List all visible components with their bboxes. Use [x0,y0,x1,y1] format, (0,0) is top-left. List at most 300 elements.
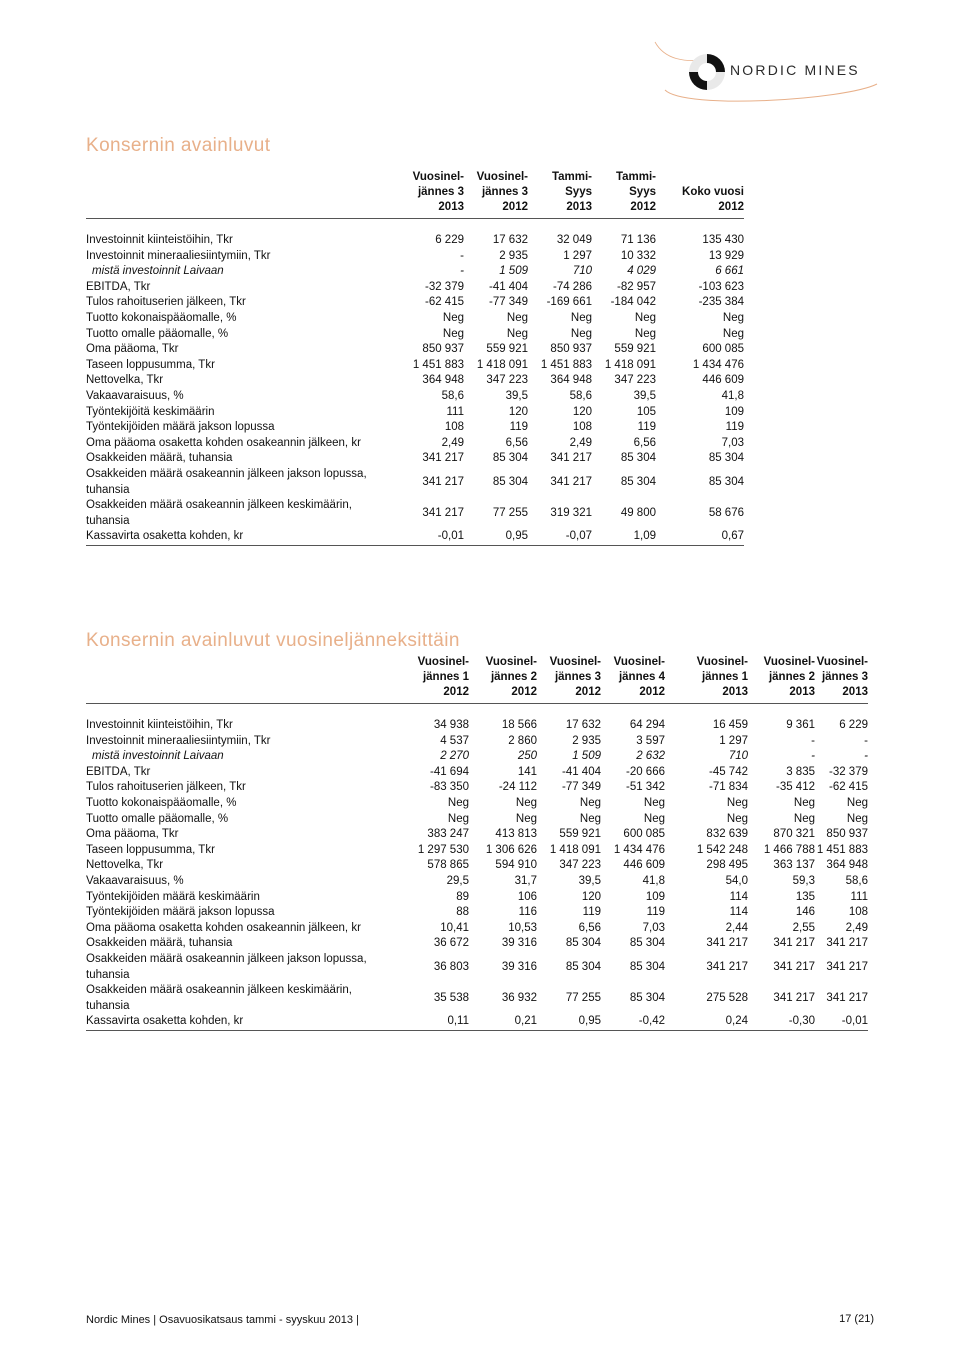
table-cell: 1 542 248 [696,843,748,856]
table-cell: Neg [726,796,748,809]
table-cell: Neg [846,812,868,825]
column-header-line: Tammi- [551,171,592,183]
table-cell: 1 466 788 [763,843,815,856]
column-header-line: jännes 3 [417,186,464,198]
table-cell: -41 694 [429,765,469,778]
row-label-text: Kassavirta osaketta kohden, kr [86,1015,244,1028]
column-header [401,655,469,704]
row-label-text: EBITDA, Tkr [86,765,151,778]
row-label-text: Oma pääoma osaketta kohden osakeannin jälkeen, kr [86,921,361,934]
table-cell: 135 430 [702,234,744,246]
row-label-text: Tulos rahoituserien jälkeen, Tkr [86,296,246,309]
column-header-line: jännes 2 [490,671,537,683]
row-label-text-continued: tuhansia [86,483,130,496]
table-cell: 85 304 [629,937,665,950]
table-cell: Neg [722,311,744,324]
table-cell: 1 434 476 [692,358,744,371]
table-row [86,311,744,327]
column-header [592,170,656,219]
row-label-text: Työntekijöiden määrä jakson lopussa [86,421,275,434]
table-cell: -184 042 [610,296,656,309]
table-cell: 85 304 [565,937,601,950]
section-title-quarterly-key-figures: Konsernin avainluvut vuosineljänneksittäin [86,630,460,651]
table-cell: 347 223 [559,859,601,872]
table-cell: 41,8 [642,874,665,887]
row-label [86,373,401,389]
table-cell: -0,30 [748,1014,815,1030]
row-label [86,843,401,859]
table-cell: -169 661 [546,296,592,309]
table-cell: 85 304 [629,991,665,1004]
column-header-line: Koko vuosi [682,186,744,198]
table-cell: 59,3 [792,874,815,887]
table-cell: -0,01 [815,1014,868,1030]
row-label [86,280,401,296]
row-label [86,827,401,843]
table-cell: 105 [636,405,656,418]
table-cell: Neg [579,812,601,825]
table-row [86,373,744,389]
row-label-text: Osakkeiden määrä, tuhansia [86,452,233,465]
table-cell: -74 286 [552,280,592,293]
table-cell: 10 332 [620,249,656,262]
table-cell: 35 538 [433,991,469,1004]
table-cell: 9 361 [786,719,815,731]
row-label [86,734,401,750]
column-header-line [656,170,744,185]
row-label [86,921,401,937]
table-row [86,952,868,983]
table-cell: 119 [725,421,744,434]
column-header-line: 2012 [502,201,528,213]
table-cell: 141 [517,765,537,778]
table-cell: 850 937 [550,343,592,356]
column-header-line: 2012 [575,686,601,698]
row-label [86,874,401,890]
row-label-text: Tuotto omalle pääomalle, % [86,812,229,825]
table-cell: 119 [637,421,656,434]
column-header-line: 2012 [630,201,656,213]
table-cell: 341 217 [773,960,815,973]
table-cell: -32 379 [828,765,868,778]
table-cell: 341 217 [550,452,592,465]
table-cell: 275 528 [706,991,748,1004]
table-cell: 6 229 [435,234,464,246]
row-label-text: Tulos rahoituserien jälkeen, Tkr [86,781,246,794]
table-row [86,233,744,249]
row-label-text: Tuotto kokonaispääomalle, % [86,311,237,324]
column-header-line: Vuosinel- [417,656,469,668]
row-label [86,358,401,374]
column-header-line: Vuosinel- [476,171,528,183]
table-cell: Neg [515,796,537,809]
company-logo [645,40,880,110]
table-cell: 347 223 [486,374,528,387]
row-label [86,936,401,952]
table-cell: Neg [793,812,815,825]
column-header-line: 2013 [789,686,815,698]
table-cell: 58,6 [569,389,592,402]
table-cell: 17 632 [492,234,528,246]
table-cell: -35 412 [775,781,815,794]
table-cell: -45 742 [708,765,748,778]
row-label-text: Nettovelka, Tkr [86,374,164,387]
column-header-line: Vuosinel- [549,656,601,668]
table-cell: 13 929 [708,249,744,262]
column-header-line: jännes 3 [481,186,528,198]
table-row [86,264,744,280]
table-row [86,983,868,1014]
header-row [86,170,744,219]
table-cell: 341 217 [550,475,592,488]
row-label-text-continued: tuhansia [86,968,130,981]
row-label-text: Työntekijöiden määrä jakson lopussa [86,906,275,919]
table-cell: 108 [444,421,464,434]
table-cell: 0,24 [665,1014,748,1030]
row-label-text: Investoinnit kiinteistöihin, Tkr [86,234,233,246]
table-cell: -51 342 [625,781,665,794]
row-label [86,952,401,983]
table-cell: - [864,734,868,747]
column-header-line: jännes 1 [422,671,469,683]
table-cell: Neg [442,327,464,340]
table-cell: 341 217 [826,991,868,1004]
table-cell: 870 321 [773,828,815,841]
table-row [86,342,744,358]
column-header [601,655,665,704]
column-header [469,655,537,704]
table-cell: -77 349 [488,296,528,309]
table-cell: 0,95 [537,1014,601,1030]
table-cell: Neg [722,327,744,340]
table-cell: 2 632 [636,750,665,763]
table-cell: 319 321 [550,506,592,519]
table-cell: 2 270 [440,750,469,763]
row-label-text: Vakaavaraisuus, % [86,389,184,402]
table-row [86,749,868,765]
table-cell: 383 247 [427,828,469,841]
table-cell: -20 666 [625,765,665,778]
table-cell: 1 434 476 [613,843,665,856]
table-cell: -235 384 [698,296,744,309]
table-cell: -0,01 [401,529,464,545]
table-cell: 1 451 883 [540,358,592,371]
table-cell: 341 217 [826,960,868,973]
table-cell: 298 495 [706,859,748,872]
table-cell: 2,49 [441,436,464,449]
table-cell: 446 609 [623,859,665,872]
table-cell: 2 860 [508,734,537,747]
column-header [401,170,464,219]
table-cell: 3 835 [786,765,815,778]
table-cell: 108 [848,906,868,919]
header-label-cell [86,655,401,704]
table-cell: 0,67 [656,529,744,545]
table-cell: Neg [447,796,469,809]
table-cell: 2,55 [792,921,815,934]
table-cell: 1 418 091 [604,358,656,371]
table-cell: 850 937 [826,828,868,841]
row-label-text-continued: tuhansia [86,514,130,527]
table-row [86,827,868,843]
table-cell: 85 304 [492,452,528,465]
table-cell: 363 137 [773,859,815,872]
table-cell: 710 [572,265,592,278]
column-header [464,170,528,219]
row-label [86,420,401,436]
row-label-text: Kassavirta osaketta kohden, kr [86,530,244,543]
table-cell: 111 [850,890,868,903]
table-cell: - [811,750,815,763]
table-cell: 6 229 [839,719,868,731]
table-cell: 2 935 [499,249,528,262]
table-cell: 36 672 [433,937,469,950]
table-cell: 1 297 530 [417,843,469,856]
table-cell: 446 609 [702,374,744,387]
table-cell: 17 632 [565,719,601,731]
table-cell: -41 404 [488,280,528,293]
row-label-text: Työntekijöitä keskimäärin [86,405,215,418]
table-cell: Neg [506,327,528,340]
table-cell: 39,5 [505,389,528,402]
table-cell: 120 [581,890,601,903]
row-label-text: mistä investoinnit Laivaan [92,750,224,763]
table-row [86,358,744,374]
table-cell: 39 316 [501,937,537,950]
column-header-line: jännes 3 [821,671,868,683]
column-header-line: 2012 [718,201,744,213]
table-cell: 116 [518,906,537,919]
table-cell: -32 379 [424,280,464,293]
table-cell: 64 294 [629,719,665,731]
table-cell: Neg [793,796,815,809]
table-cell: 559 921 [486,343,528,356]
table-cell: 108 [572,421,592,434]
table-cell: Neg [579,796,601,809]
row-label [86,327,401,343]
table-cell: 114 [729,906,748,919]
row-label [86,342,401,358]
row-label-text: Osakkeiden määrä osakeannin jälkeen jakson lopussa, [86,952,367,965]
table-cell: 146 [795,906,815,919]
table-cell: -0,42 [601,1014,665,1030]
table-cell: 6 661 [715,265,744,278]
table-cell: 39,5 [633,389,656,402]
table-cell: Neg [634,327,656,340]
row-label-text: Osakkeiden määrä, tuhansia [86,937,233,950]
table-cell: 49 800 [620,506,656,519]
table-cell: 85 304 [620,475,656,488]
row-label [86,1014,401,1030]
row-label-text: Investoinnit kiinteistöihin, Tkr [86,719,233,731]
column-header [815,655,868,704]
table-cell: 2 935 [572,734,601,747]
table-cell: Neg [643,812,665,825]
table-cell: 832 639 [706,828,748,841]
table-cell: 341 217 [422,475,464,488]
table-cell: 34 938 [433,719,469,731]
table-cell: 0,21 [469,1014,537,1030]
table-row [86,936,868,952]
row-label [86,451,401,467]
table-row [86,498,744,529]
column-header-line: 2013 [722,686,748,698]
table-row [86,718,868,734]
table-cell: 3 597 [636,734,665,747]
table-row [86,295,744,311]
table-cell: 4 537 [440,734,469,747]
table-row [86,327,744,343]
row-label [86,796,401,812]
table-cell: 1 451 883 [412,358,464,371]
column-header-line: Vuosinel- [816,656,868,668]
row-label-text: Osakkeiden määrä osakeannin jälkeen keskimäärin, [86,499,352,512]
table-row [86,734,868,750]
row-label-text: Taseen loppusumma, Tkr [86,843,215,856]
column-header [748,655,815,704]
table-cell: 0,95 [464,529,528,545]
table-row [86,890,868,906]
table-cell: Neg [442,311,464,324]
column-header-line: Vuosinel- [485,656,537,668]
table-cell: 341 217 [422,506,464,519]
table-row [86,467,744,498]
table-cell: Neg [634,311,656,324]
row-label-text-continued: tuhansia [86,999,130,1012]
table-row [86,529,744,545]
row-label-text: Vakaavaraisuus, % [86,874,184,887]
table-cell: 2,49 [845,921,868,934]
table-cell: 1 306 626 [485,843,537,856]
table-cell: 89 [456,890,469,903]
row-label [86,405,401,421]
table-row [86,812,868,828]
table-cell: 710 [728,750,748,763]
logo-text: NORDIC MINES [730,62,860,78]
table-cell: Neg [726,812,748,825]
table-cell: 71 136 [620,234,656,246]
table-cell: 85 304 [629,960,665,973]
table-cell: 36 932 [501,991,537,1004]
row-label-text: Osakkeiden määrä osakeannin jälkeen jakson lopussa, [86,467,367,480]
table-row [86,905,868,921]
table-cell: 135 [795,890,815,903]
row-label-text: Nettovelka, Tkr [86,859,164,872]
column-header-line: Tammi- [615,171,656,183]
table-cell: 10,53 [508,921,537,934]
column-header-line: Syys [629,186,656,198]
row-label [86,983,401,1014]
table-cell: -62 415 [828,781,868,794]
page-number: 17 (21) [839,1313,874,1325]
column-header-line: Vuosinel- [763,656,815,668]
table-cell: 77 255 [492,506,528,519]
table-cell: 594 910 [495,859,537,872]
table-row [86,420,744,436]
table-cell: -62 415 [424,296,464,309]
header-label-cell [86,170,401,219]
column-header-line: 2013 [438,201,464,213]
row-label [86,858,401,874]
row-label [86,264,401,280]
row-label [86,233,401,249]
table-cell: 85 304 [565,960,601,973]
table-row [86,451,744,467]
column-header-line: 2013 [842,686,868,698]
table-cell: 119 [509,421,528,434]
row-label-text: mistä investoinnit Laivaan [92,265,224,278]
column-header-line: Vuosinel- [412,171,464,183]
key-figures-table [86,170,744,546]
table-cell: 85 304 [708,452,744,465]
row-label-text: Investoinnit mineraaliesiintymiin, Tkr [86,249,271,262]
table-cell: -103 623 [698,280,744,293]
row-label [86,890,401,906]
table-cell: 41,8 [721,389,744,402]
table-cell: 119 [582,906,601,919]
table-row [86,780,868,796]
table-cell: - [864,750,868,763]
table-cell: 1 297 [719,734,748,747]
table-cell: Neg [515,812,537,825]
table-cell: 85 304 [620,452,656,465]
table-row [86,858,868,874]
row-label-text: Oma pääoma osaketta kohden osakeannin jälkeen, kr [86,436,361,449]
table-cell: 36 803 [433,960,469,973]
table-cell: -0,07 [528,529,592,545]
table-cell: 6,56 [578,921,601,934]
table-cell: 600 085 [702,343,744,356]
table-row [86,249,744,265]
column-header-line: Vuosinel- [696,656,748,668]
table-cell: 600 085 [623,828,665,841]
row-label-text: Tuotto kokonaispääomalle, % [86,796,237,809]
table-cell: 850 937 [422,343,464,356]
column-header [665,655,748,704]
table-cell: Neg [846,796,868,809]
row-label-text: Oma pääoma, Tkr [86,828,179,841]
row-label-text: Oma pääoma, Tkr [86,343,179,356]
table-cell: 6,56 [633,436,656,449]
row-label [86,389,401,405]
column-header-line: 2012 [639,686,665,698]
table-cell: 1,09 [592,529,656,545]
table-cell: 77 255 [565,991,601,1004]
row-label [86,718,401,734]
table-cell: 559 921 [559,828,601,841]
row-label [86,249,401,265]
row-label [86,436,401,452]
row-label-text: Investoinnit mineraaliesiintymiin, Tkr [86,734,271,747]
column-header [537,655,601,704]
table-row [86,765,868,781]
table-cell: 250 [517,750,537,763]
table-cell: Neg [570,327,592,340]
table-cell: 120 [572,405,592,418]
row-label [86,529,401,545]
table-cell: 7,03 [642,921,665,934]
table-row [86,405,744,421]
table-cell: - [811,734,815,747]
table-cell: 341 217 [706,960,748,973]
table-cell: 341 217 [422,452,464,465]
table-cell: 18 566 [501,719,537,731]
column-header-line: Syys [565,186,592,198]
table-cell: 1 509 [572,750,601,763]
table-cell: 341 217 [773,991,815,1004]
table-cell: Neg [447,812,469,825]
table-cell: 364 948 [422,374,464,387]
